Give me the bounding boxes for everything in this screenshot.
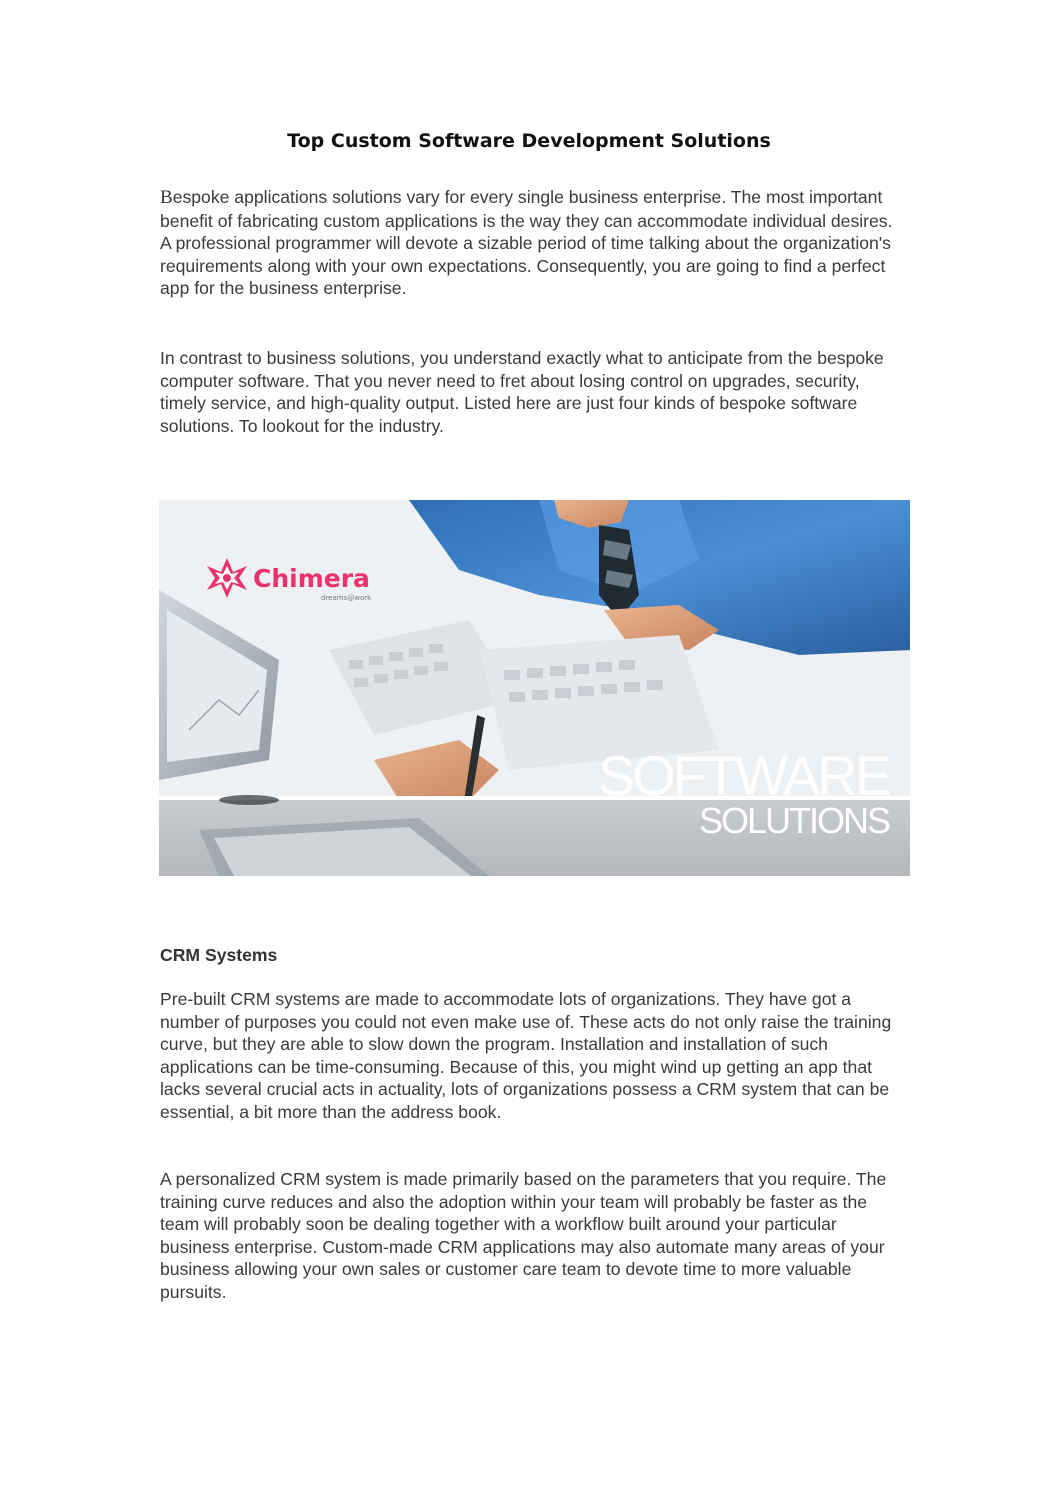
page-title: Top Custom Software Development Solutions <box>287 130 771 152</box>
paragraph-personalized-crm: A personalized CRM system is made primarily based on the parameters that you require. The training curve reduces and also the adoption within your team will probably be faster as the team will probably soon be dealing together with a workflow built around your particular business enterprise. Custom-made CRM applications may also automate many areas of your business allowing your own sales or customer care team to devote time to more valuable pursuits. <box>160 1169 887 1302</box>
banner-headline-main: SOFTWARE <box>597 744 889 807</box>
paragraph-prebuilt-crm: Pre-built CRM systems are made to accommodate lots of organizations. They have got a number of purposes you could not even make use of. These acts do not only raise the training curve, but they are able to slow down the program. Installation and installation of such applications can be time-consuming. Because of this, you might wind up getting an app that lacks several crucial acts in actuality, lots of organizations possess a CRM system that can be essential, a bit more than the address book. <box>160 989 892 1122</box>
banner-headline-sub: SOLUTIONS <box>698 800 889 841</box>
section-heading-crm: CRM Systems <box>160 945 278 965</box>
software-solutions-banner <box>159 500 910 876</box>
intro-paragraph <box>160 186 905 300</box>
paragraph-expectations: In contrast to business solutions, you understand exactly what to anticipate from the bespoke computer software. That you never need to fret about losing control on upgrades, security, timely service, and high-quality output. Listed here are just four kinds of bespoke software solutions. To lookout for the industry. <box>160 348 884 436</box>
brand-name: Chimera <box>253 564 370 593</box>
intro-paragraph-text: espoke applications solutions vary for every single business enterprise. The most important benefit of fabricating custom applications is the way they can accommodate individual desires. A professional programmer will devote a sizable period of time talking about the organization's requirements along with your own expectations. Consequently, you are going to find a perfect app for the business enterprise. <box>160 187 893 298</box>
intro-drop-letter: B <box>160 187 173 208</box>
brand-tagline: dreams@work <box>321 594 372 602</box>
